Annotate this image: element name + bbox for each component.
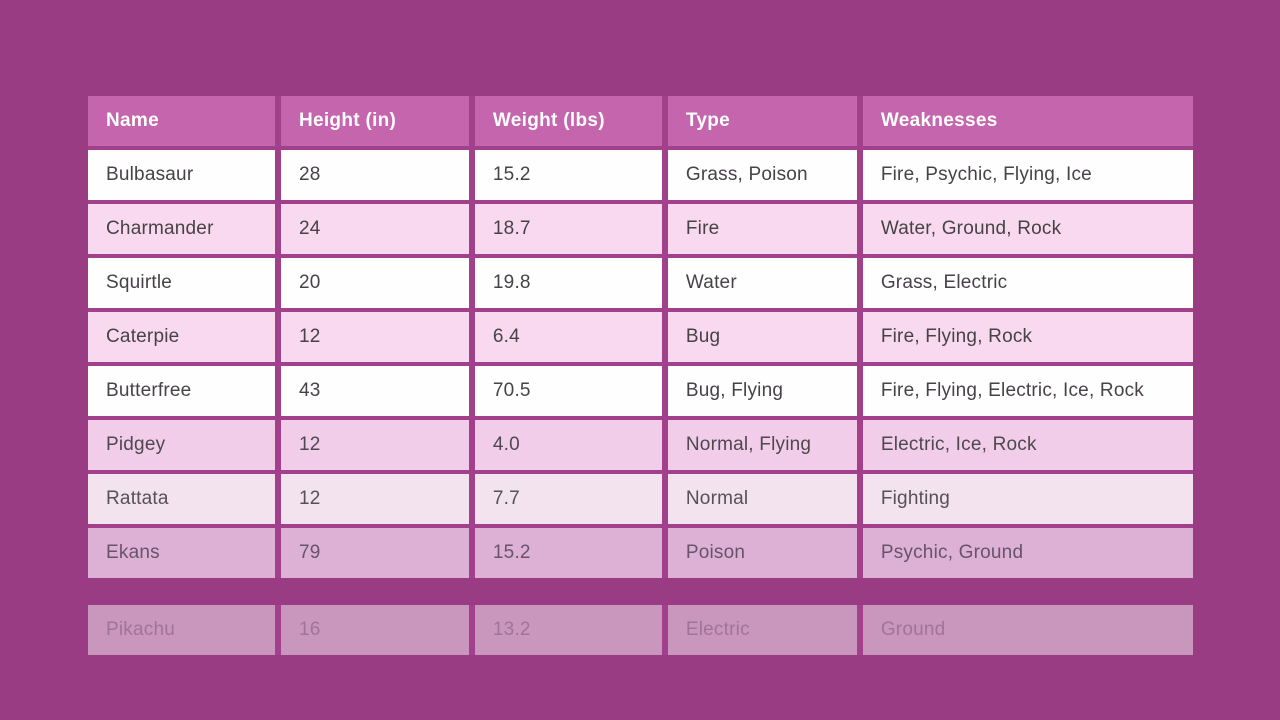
cell-height: 12 <box>281 474 469 524</box>
cell-weight: 15.2 <box>475 150 662 200</box>
cell-height: 20 <box>281 258 469 308</box>
cell-weight: 6.4 <box>475 312 662 362</box>
cell-weight: 7.7 <box>475 474 662 524</box>
table-row-pidgey <box>88 420 1193 470</box>
cell-type: Fire <box>668 204 857 254</box>
cell-name: Charmander <box>88 204 275 254</box>
cell-type: Bug, Flying <box>668 366 857 416</box>
cell-height: 12 <box>281 420 469 470</box>
cell-name: Ekans <box>88 528 275 578</box>
cell-name: Rattata <box>88 474 275 524</box>
cell-type: Normal, Flying <box>668 420 857 470</box>
cell-name: Pikachu <box>88 605 275 655</box>
cell-weaknesses: Fire, Flying, Electric, Ice, Rock <box>863 366 1193 416</box>
cell-height: 79 <box>281 528 469 578</box>
cell-weaknesses: Fire, Flying, Rock <box>863 312 1193 362</box>
table-row-charmander <box>88 204 1193 254</box>
cell-weight: 4.0 <box>475 420 662 470</box>
pokemon-table-detached <box>88 605 1193 655</box>
cell-weaknesses: Water, Ground, Rock <box>863 204 1193 254</box>
cell-height: 43 <box>281 366 469 416</box>
cell-type: Electric <box>668 605 857 655</box>
cell-name: Squirtle <box>88 258 275 308</box>
cell-weaknesses: Psychic, Ground <box>863 528 1193 578</box>
column-header-weight: Weight (lbs) <box>475 96 662 146</box>
cell-weight: 19.8 <box>475 258 662 308</box>
cell-height: 16 <box>281 605 469 655</box>
cell-weaknesses: Fire, Psychic, Flying, Ice <box>863 150 1193 200</box>
cell-weaknesses: Ground <box>863 605 1193 655</box>
cell-type: Grass, Poison <box>668 150 857 200</box>
column-header-name: Name <box>88 96 275 146</box>
table-row-ekans <box>88 528 1193 578</box>
column-header-weaknesses: Weaknesses <box>863 96 1193 146</box>
cell-type: Poison <box>668 528 857 578</box>
column-header-height: Height (in) <box>281 96 469 146</box>
cell-weaknesses: Electric, Ice, Rock <box>863 420 1193 470</box>
cell-weaknesses: Fighting <box>863 474 1193 524</box>
cell-weight: 18.7 <box>475 204 662 254</box>
cell-name: Caterpie <box>88 312 275 362</box>
table-row-caterpie <box>88 312 1193 362</box>
table-row-pikachu <box>88 605 1193 655</box>
cell-height: 24 <box>281 204 469 254</box>
cell-type: Water <box>668 258 857 308</box>
cell-weight: 13.2 <box>475 605 662 655</box>
cell-height: 28 <box>281 150 469 200</box>
table-row-butterfree <box>88 366 1193 416</box>
cell-weight: 15.2 <box>475 528 662 578</box>
cell-name: Butterfree <box>88 366 275 416</box>
table-row-squirtle <box>88 258 1193 308</box>
cell-name: Pidgey <box>88 420 275 470</box>
cell-weight: 70.5 <box>475 366 662 416</box>
table-row-rattata <box>88 474 1193 524</box>
pokemon-table-main <box>88 96 1193 578</box>
cell-height: 12 <box>281 312 469 362</box>
table-header-row <box>88 96 1193 146</box>
cell-type: Bug <box>668 312 857 362</box>
cell-type: Normal <box>668 474 857 524</box>
column-header-type: Type <box>668 96 857 146</box>
cell-name: Bulbasaur <box>88 150 275 200</box>
cell-weaknesses: Grass, Electric <box>863 258 1193 308</box>
table-row-bulbasaur <box>88 150 1193 200</box>
pokemon-table <box>88 96 1193 655</box>
